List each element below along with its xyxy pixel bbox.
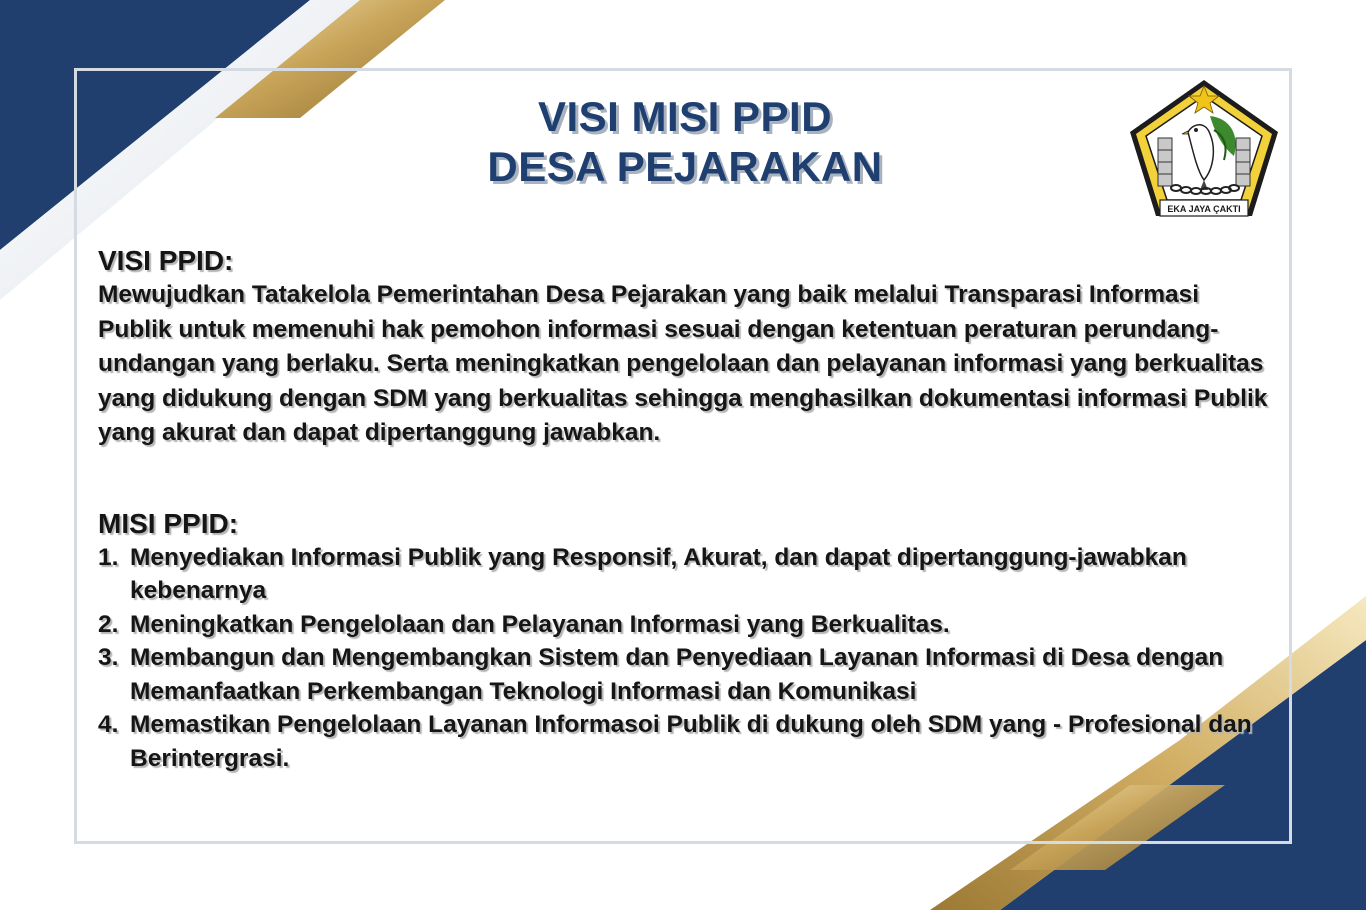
misi-item-text: Menyediakan Informasi Publik yang Responsif, Akurat, dan dapat dipertanggung-jawabkan kebenarnya	[130, 543, 1187, 604]
visi-heading: VISI PPID:	[98, 245, 234, 276]
misi-item	[98, 541, 1278, 608]
title-line-1: VISI MISI PPID	[537, 93, 833, 140]
misi-list	[98, 541, 1278, 776]
misi-item-text: Meningkatkan Pengelolaan dan Pelayanan Informasi yang Berkualitas.	[130, 610, 950, 638]
page-title	[380, 92, 990, 192]
misi-item-text: Memastikan Pengelolaan Layanan Informasoi Publik di dukung oleh SDM yang - Profesional dan Berintergrasi.	[130, 711, 1252, 772]
misi-item	[98, 641, 1278, 708]
misi-item-number: 2.	[98, 610, 119, 638]
main-content	[98, 244, 1278, 775]
misi-item-number: 1.	[98, 543, 119, 571]
misi-item-number: 3.	[98, 644, 119, 671]
misi-item	[98, 608, 1278, 642]
logo-motto: EKA JAYA ÇAKTI	[1167, 204, 1241, 214]
visi-text: Mewujudkan Tatakelola Pemerintahan Desa Pejarakan yang baik melalui Transparasi Informasi Publik untuk memenuhi hak pemohon informasi sesuai dengan ketentuan peraturan perundang-undangan yang berlaku. Serta meningkatkan pengelolaan dan pelayanan informasi yang berkualitas yang didukung dengan SDM yang berkualitas sehingga menghasilkan dokumentasi informasi Publik yang akurat dan dapat dipertanggung jawabkan.	[98, 281, 1268, 446]
regional-emblem-icon	[1124, 76, 1284, 228]
misi-item-number: 4.	[98, 711, 119, 738]
misi-item-text: Membangun dan Mengembangkan Sistem dan Penyediaan Layanan Informasi di Desa dengan Memanfaatkan Perkembangan Teknologi Informasi dan Komunikasi	[130, 644, 1224, 705]
misi-item	[98, 708, 1278, 775]
misi-heading: MISI PPID:	[98, 507, 239, 539]
title-line-2: DESA PEJARAKAN	[487, 143, 883, 190]
